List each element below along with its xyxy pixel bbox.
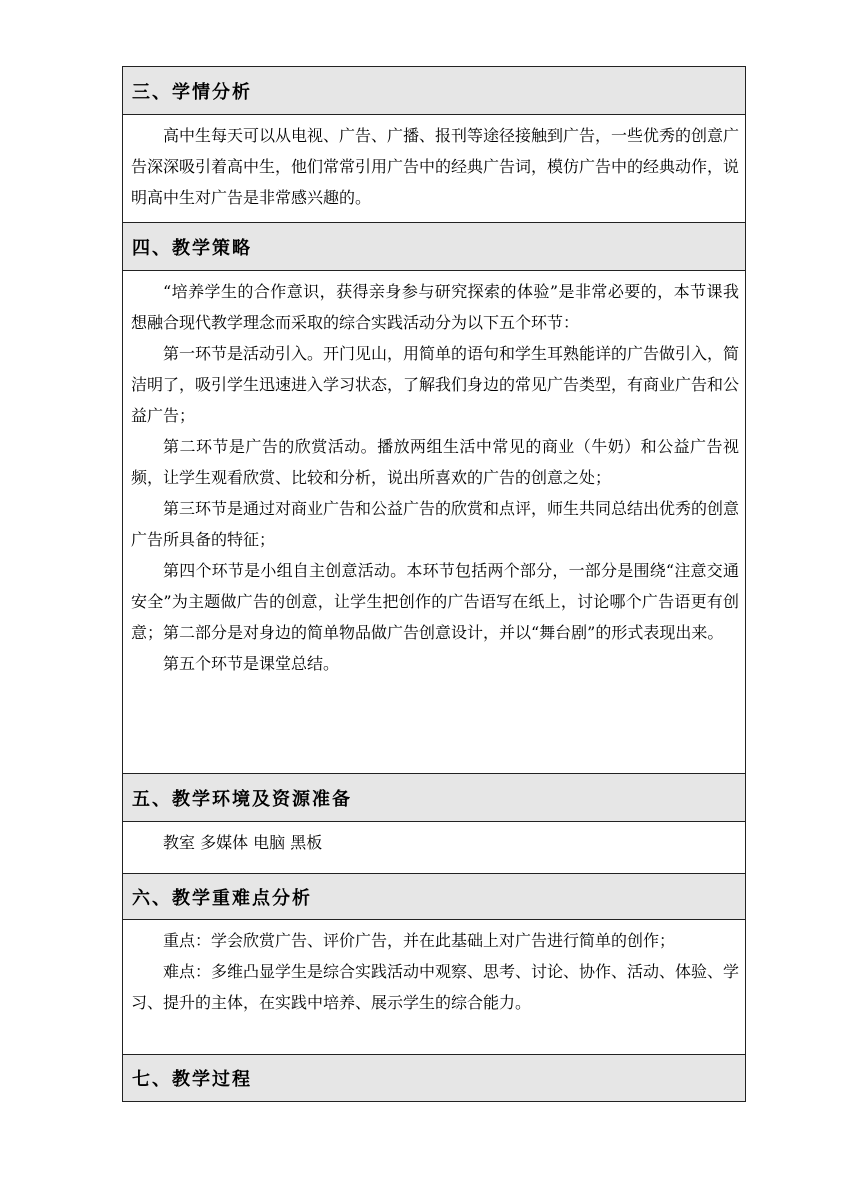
section-heading-key-difficult-points: 六、教学重难点分析 [123,874,746,920]
section-heading-environment-resources: 五、教学环境及资源准备 [123,774,746,822]
section-body-row [123,920,746,1055]
section-heading-teaching-strategy: 四、教学策略 [123,223,746,271]
section-heading-teaching-process: 七、教学过程 [123,1055,746,1102]
section-body-learner-analysis [123,115,746,223]
paragraph: 第二环节是广告的欣赏活动。播放两组生活中常见的商业（牛奶）和公益广告视频，让学生观看欣赏、比较和分析，说出所喜欢的广告的创意之处； [131,437,739,487]
section-body-teaching-strategy [123,271,746,774]
section-body-environment-resources [123,822,746,874]
paragraph: 难点：多维凸显学生是综合实践活动中观察、思考、讨论、协作、活动、体验、学习、提升的主体，在实践中培养、展示学生的综合能力。 [131,962,740,1012]
lesson-plan-table [122,66,746,1102]
section-header-row [123,774,746,822]
section-heading-learner-analysis: 三、学情分析 [123,67,746,115]
paragraph: 重点：学会欣赏广告、评价广告，并在此基础上对广告进行简单的创作； [163,931,676,950]
section-header-row [123,67,746,115]
paragraph: 第四个环节是小组自主创意活动。本环节包括两个部分，一部分是围绕“注意交通安全”为主题做广告的创意，让学生把创作的广告语写在纸上，讨论哪个广告语更有创意；第二部分是对身边的简单物品做广告创意设计，并以“舞台剧”的形式表现出来。 [131,561,739,642]
section-body-row [123,115,746,223]
paragraph: 第三环节是通过对商业广告和公益广告的欣赏和点评，师生共同总结出优秀的创意广告所具备的特征； [131,499,740,549]
paragraph: 教室 多媒体 电脑 黑板 [163,833,323,852]
paragraph: 第一环节是活动引入。开门见山，用简单的语句和学生耳熟能详的广告做引入，简洁明了，吸引学生迅速进入学习状态，了解我们身边的常见广告类型，有商业广告和公益广告； [131,344,740,425]
paragraph: “培养学生的合作意识，获得亲身参与研究探索的体验”是非常必要的，本节课我想融合现代教学理念而采取的综合实践活动分为以下五个环节： [131,282,739,332]
paragraph: 高中生每天可以从电视、广告、广播、报刊等途径接触到广告，一些优秀的创意广告深深吸引着高中生，他们常常引用广告中的经典广告词，模仿广告中的经典动作，说明高中生对广告是非常感兴趣的。 [131,126,740,207]
section-body-row [123,271,746,774]
section-header-row [123,223,746,271]
paragraph: 第五个环节是课堂总结。 [163,654,340,673]
section-header-row [123,1055,746,1102]
section-body-row [123,822,746,874]
section-body-key-difficult-points [123,920,746,1055]
section-header-row [123,874,746,920]
